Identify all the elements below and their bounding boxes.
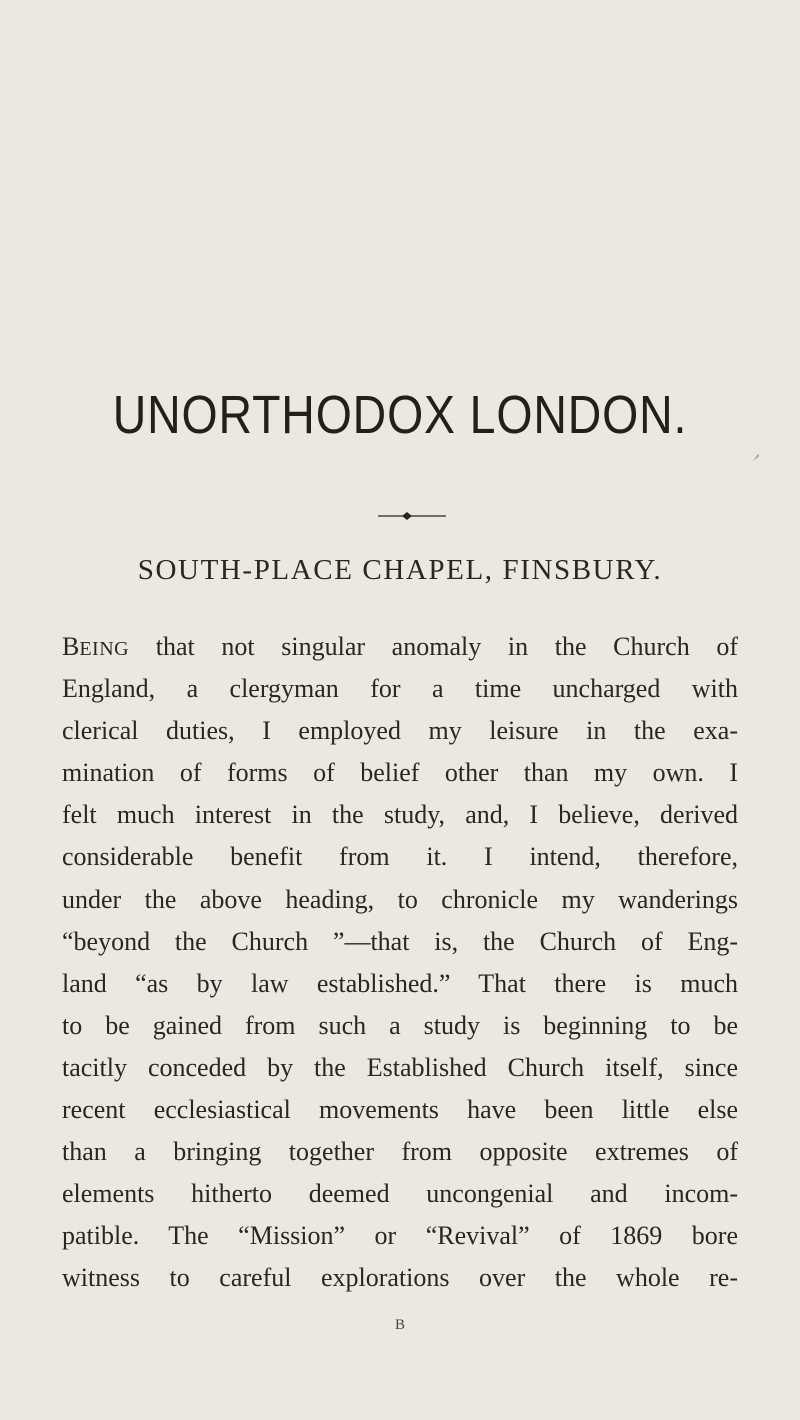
body-line: than a bringing together from opposite extremes of xyxy=(62,1137,738,1167)
body-line-text: that not singular anomaly in the Church of xyxy=(129,632,738,661)
body-line: elements hitherto deemed uncongenial and incom- xyxy=(62,1179,738,1209)
body-line: land “as by law established.” That there is much xyxy=(62,968,738,998)
body-line xyxy=(62,626,738,668)
body-text xyxy=(62,626,738,1300)
body-line: considerable benefit from it. I intend, therefore, xyxy=(62,842,738,872)
small-caps-word: EING xyxy=(79,638,130,660)
book-title: UNORTHODOX LONDON. xyxy=(112,385,688,445)
ink-speck-icon xyxy=(752,452,760,462)
body-line: England, a clergyman for a time uncharged with xyxy=(62,674,738,704)
body-line: mination of forms of belief other than my own. I xyxy=(62,758,738,788)
chapter-title: SOUTH-PLACE CHAPEL, FINSBURY. xyxy=(137,554,663,586)
body-line: tacitly conceded by the Established Church itself, since xyxy=(62,1052,738,1082)
body-line: under the above heading, to chronicle my wanderings xyxy=(62,884,738,914)
body-line: clerical duties, I employed my leisure in the exa- xyxy=(62,716,738,746)
body-line: “beyond the Church ”—that is, the Church of Eng- xyxy=(62,926,738,956)
drop-initial: B xyxy=(62,632,80,661)
body-line: patible. The “Mission” or “Revival” of 1869 bore xyxy=(62,1221,738,1251)
body-line: to be gained from such a study is beginning to be xyxy=(62,1010,738,1040)
signature-mark: B xyxy=(394,1317,405,1333)
ornament-divider-icon xyxy=(376,510,448,522)
body-line: recent ecclesiastical movements have been little else xyxy=(62,1095,738,1125)
body-line: felt much interest in the study, and, I believe, derived xyxy=(62,800,738,830)
body-line: witness to careful explorations over the whole re- xyxy=(62,1263,738,1293)
